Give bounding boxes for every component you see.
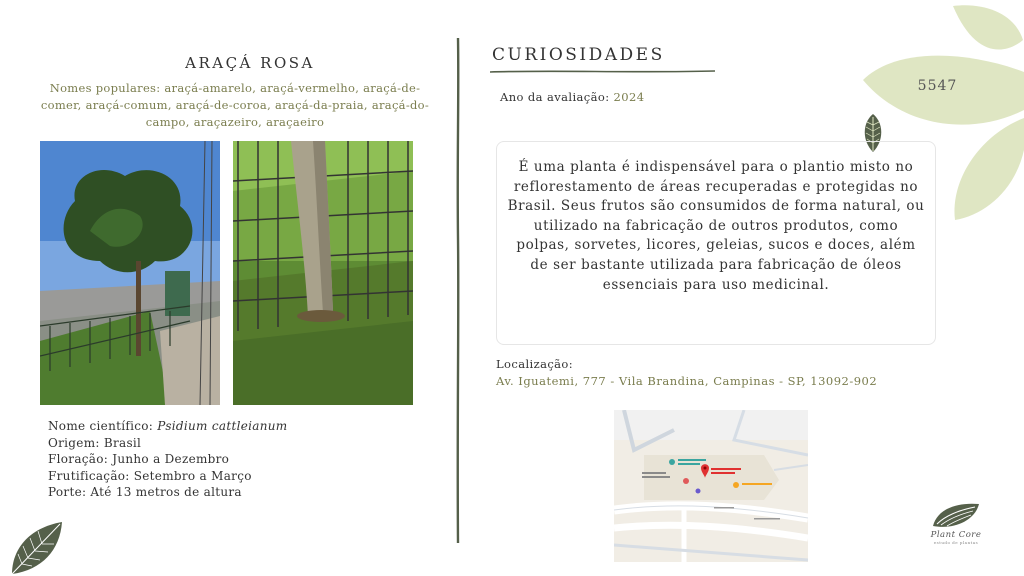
flowering: Floração: Junho a Dezembro <box>48 452 230 466</box>
plant-facts <box>48 418 448 501</box>
year-value: 2024 <box>613 90 645 104</box>
logo-leaf-icon <box>931 500 981 530</box>
scientific-name-row <box>48 418 448 435</box>
scientific-name-label: Nome científico: <box>48 419 154 433</box>
curiosities-textbox <box>496 141 936 345</box>
plant-core-logo <box>918 500 994 556</box>
plant-number-badge: 5547 <box>917 78 958 94</box>
origin: Origem: Brasil <box>48 435 142 450</box>
year-label: Ano da avaliação: <box>500 90 610 104</box>
location-label: Localização: <box>496 357 574 371</box>
curiosities-title: CURIOSIDADES <box>492 45 665 65</box>
fruiting: Frutificação: Setembro a Março <box>48 468 252 483</box>
scientific-name: Psidium cattleianum <box>157 419 288 433</box>
location-address: Av. Iguatemi, 777 - Vila Brandina, Campinas - SP, 13092-902 <box>496 374 878 388</box>
popular-names: Nomes populares: araçá-amarelo, araçá-vermelho, araçá-de-comer, araçá-comum, araçá-de-coroa, araçá-da-praia, araçá-do-campo, araçazeiro, araçaeiro <box>40 81 430 129</box>
title-underline <box>490 68 715 76</box>
plant-title: ARAÇÁ ROSA <box>185 54 315 72</box>
curiosities-text: É uma planta é indispensável para o plantio misto no reflorestamento de áreas recuperadas e protegidas no Brasil. Seus frutos são consumidos de forma natural, ou utilizado na fabricação de outros produtos, como polpas, sorvetes, licores, geleias, sucos e doces, além de ser bastante utilizada para fabricação de óleos essenciais para uso medicinal. <box>507 159 925 293</box>
logo-tagline: estudo de plantas <box>933 540 979 545</box>
trunk-photo <box>233 141 413 405</box>
logo-name: Plant Core <box>930 530 982 540</box>
size: Porte: Até 13 metros de altura <box>48 485 242 499</box>
leaf-icon <box>8 520 64 576</box>
tree-photo <box>40 141 220 405</box>
column-divider <box>455 38 461 543</box>
location-map[interactable] <box>614 410 808 562</box>
evaluation-year <box>500 90 644 104</box>
